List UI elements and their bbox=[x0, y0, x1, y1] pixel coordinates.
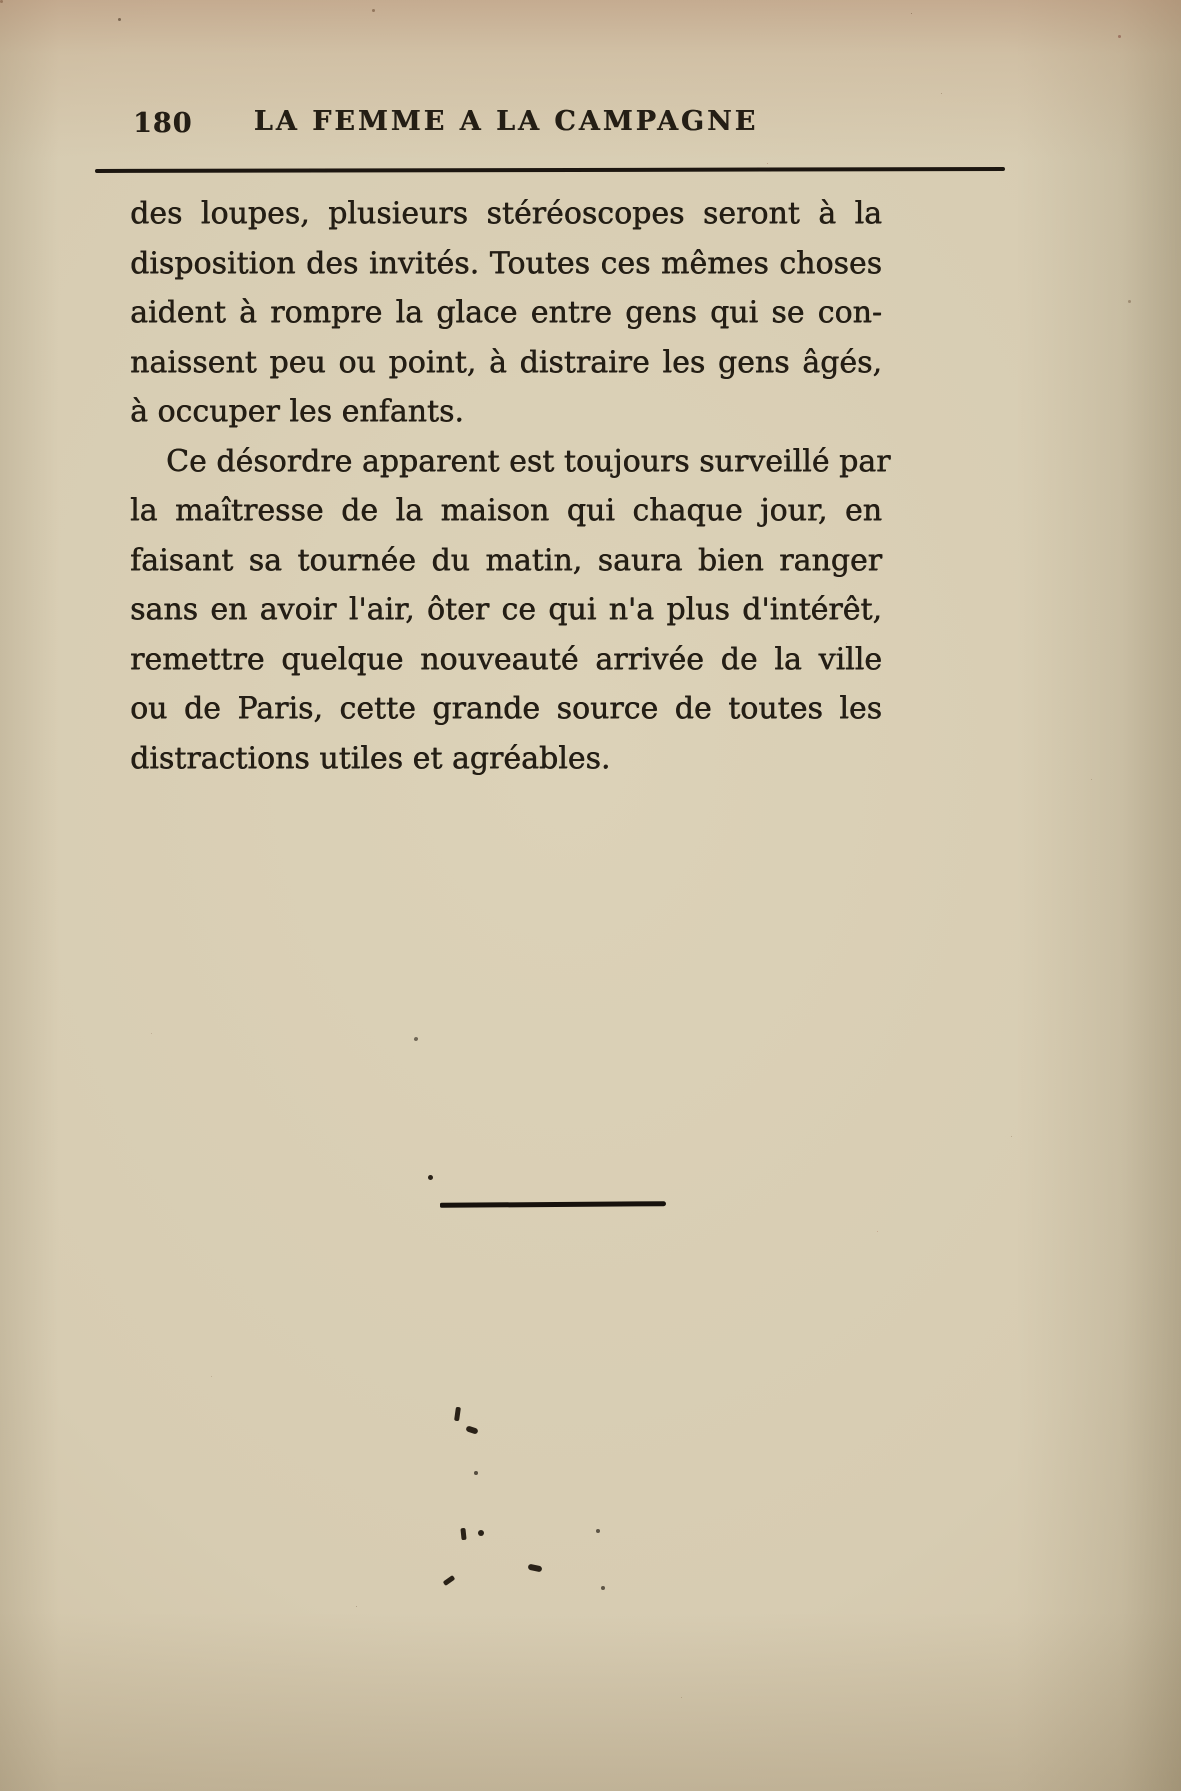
text-line: Ce désordre apparent est toujours surveillé par bbox=[166, 443, 891, 479]
paragraph bbox=[130, 189, 882, 437]
ink-speck bbox=[443, 1575, 456, 1586]
text-line: à occuper les enfants. bbox=[130, 394, 464, 429]
ink-speck bbox=[478, 1530, 484, 1536]
end-of-chapter-divider bbox=[440, 1201, 666, 1208]
header-rule bbox=[95, 167, 1005, 173]
ink-speck bbox=[474, 1471, 478, 1475]
text-line: disposition des invités. Toutes ces mêmes choses bbox=[130, 245, 882, 281]
text-line: sans en avoir l'air, ôter ce qui n'a plus d'intérêt, bbox=[130, 592, 882, 627]
ink-speck bbox=[460, 1528, 466, 1540]
body-text bbox=[130, 189, 891, 783]
ink-speck bbox=[465, 1425, 478, 1434]
text-line: remettre quelque nouveauté arrivée de la ville bbox=[130, 641, 882, 677]
ink-speck bbox=[528, 1564, 543, 1573]
ink-speck bbox=[596, 1529, 600, 1533]
text-line: la maîtresse de la maison qui chaque jour, en bbox=[130, 493, 882, 528]
ink-speck bbox=[413, 1036, 418, 1041]
paragraph bbox=[130, 437, 891, 784]
page-number: 180 bbox=[133, 108, 193, 139]
running-title: LA FEMME A LA CAMPAGNE bbox=[253, 106, 759, 137]
ink-speck bbox=[601, 1586, 605, 1590]
text-line: distractions utiles et agréables. bbox=[130, 740, 611, 776]
text-line: aident à rompre la glace entre gens qui se con- bbox=[130, 295, 882, 330]
ink-speck bbox=[454, 1407, 461, 1422]
text-line: naissent peu ou point, à distraire les gens âgés, bbox=[130, 344, 882, 380]
text-line: faisant sa tournée du matin, saura bien ranger bbox=[130, 542, 882, 578]
running-header bbox=[130, 106, 882, 146]
ink-speck bbox=[428, 1175, 433, 1180]
text-line: des loupes, plusieurs stéréoscopes seront à la bbox=[130, 196, 882, 231]
text-line: ou de Paris, cette grande source de toutes les bbox=[130, 691, 882, 726]
